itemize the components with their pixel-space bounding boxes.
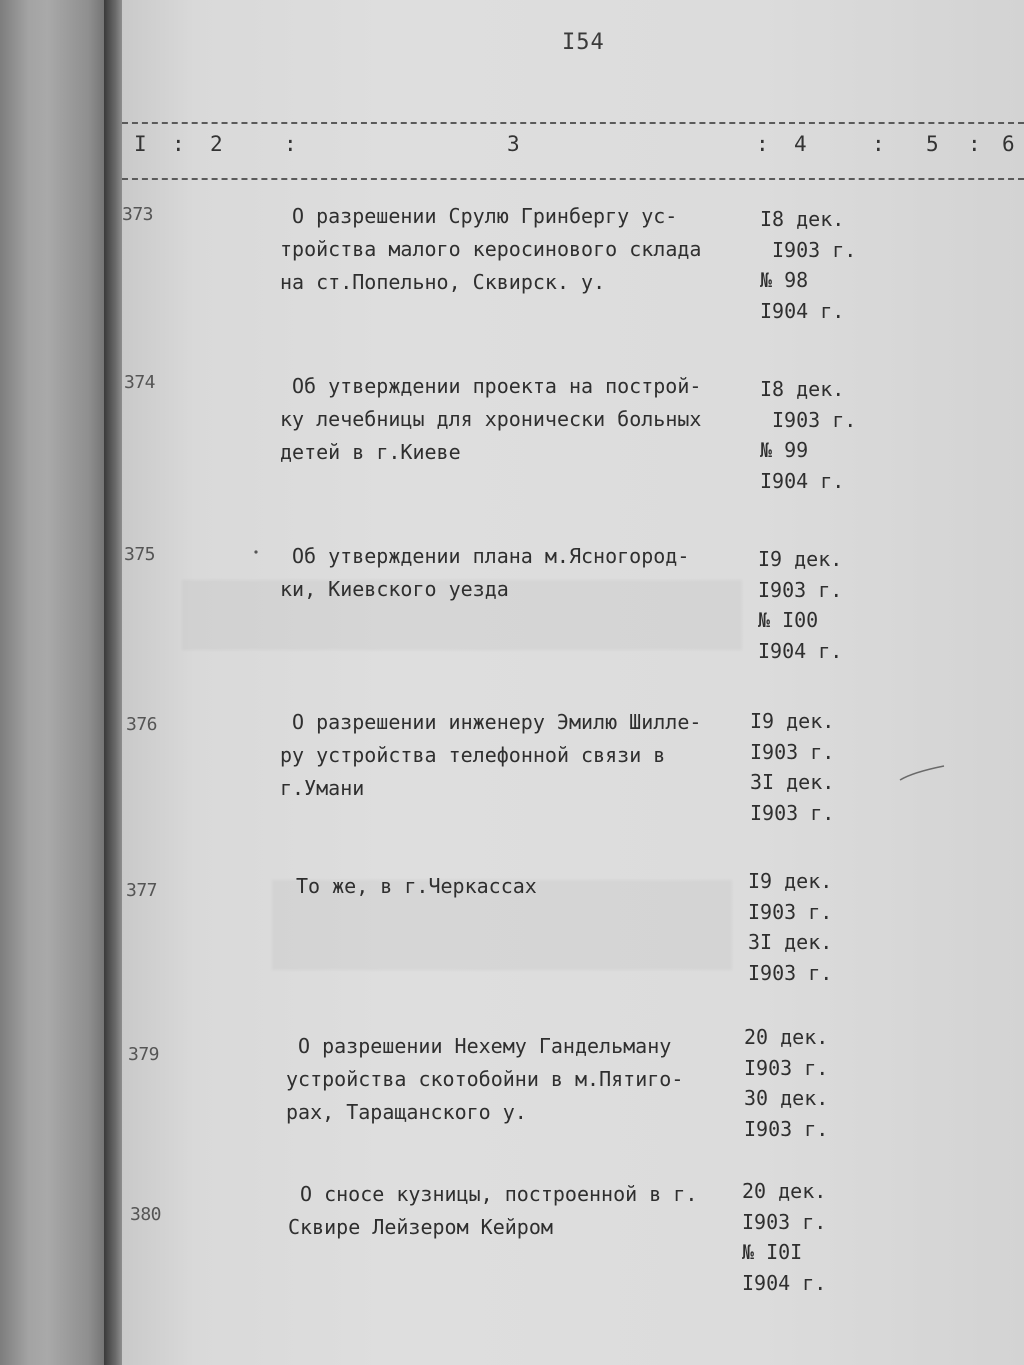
entry-dates — [744, 1022, 828, 1144]
entry-line: Об утверждении проекта на построй- — [292, 374, 702, 398]
entry-line: детей в г.Киеве — [280, 440, 461, 464]
entry-line: тройства малого керосинового склада — [280, 237, 702, 261]
date-line: I9 дек. — [750, 709, 835, 733]
date-line: I9 дек. — [758, 547, 843, 571]
entry-dates — [760, 204, 856, 326]
date-line: 20 дек. — [742, 1179, 827, 1203]
column-header-6: 6 — [1002, 132, 1015, 156]
entry-number: 374 — [124, 372, 156, 393]
date-line: 3I дек. — [748, 930, 833, 954]
date-line: I903 г. — [772, 237, 857, 262]
entry-line: О разрешении инженеру Эмилю Шилле- — [292, 710, 702, 734]
date-line: 3I дек. — [750, 770, 835, 794]
entry-description — [296, 870, 537, 903]
entry-number: 375 — [124, 544, 156, 565]
archive-page — [122, 0, 1024, 1365]
column-header-2: 2 — [210, 132, 223, 156]
entry-number: 379 — [128, 1044, 160, 1065]
entry-line: ру устройства телефонной связи в — [280, 743, 666, 767]
column-header-5: 5 — [926, 132, 939, 156]
entry-number: 373 — [122, 204, 154, 225]
column-separator: : — [872, 132, 885, 156]
date-line: I903 г. — [744, 1116, 829, 1141]
entry-dates — [750, 706, 834, 828]
entry-line: устройства скотобойни в м.Пятиго- — [286, 1067, 684, 1091]
date-line: № 98 — [760, 268, 809, 292]
facing-page-edge — [0, 0, 30, 1365]
column-separator: : — [284, 132, 297, 156]
column-header-3: 3 — [507, 132, 520, 156]
date-line: I904 г. — [742, 1270, 827, 1295]
date-line: I903 г. — [748, 960, 833, 985]
entry-number: 380 — [130, 1204, 162, 1225]
date-line: I903 г. — [742, 1209, 827, 1234]
date-line: I904 г. — [760, 468, 845, 493]
entry-description — [280, 706, 701, 805]
entry-line: О разрешении Срулю Гринбергу ус- — [292, 204, 678, 228]
entry-dates — [748, 866, 832, 988]
entry-description — [280, 540, 689, 606]
entry-dates — [758, 544, 842, 666]
column-separator: : — [172, 132, 185, 156]
column-separator: : — [756, 132, 769, 156]
date-line: 20 дек. — [744, 1025, 829, 1049]
date-line: 30 дек. — [744, 1086, 829, 1110]
header-rule-top — [122, 122, 1024, 124]
entry-line: То же, в г.Черкассах — [296, 874, 537, 898]
entry-description — [288, 1178, 697, 1244]
date-line: I903 г. — [744, 1055, 829, 1080]
column-separator: : — [968, 132, 981, 156]
entry-dates — [742, 1176, 826, 1298]
page-number: I54 — [562, 30, 605, 55]
date-line: № 99 — [760, 438, 809, 462]
date-line: I8 дек. — [760, 207, 845, 231]
pencil-mark-icon — [898, 762, 948, 784]
entry-number: 377 — [126, 880, 158, 901]
entry-number: 376 — [126, 714, 158, 735]
date-line: I904 г. — [758, 638, 843, 663]
entry-description — [286, 1030, 683, 1129]
entry-line: рах, Таращанского у. — [286, 1100, 527, 1124]
entry-line: Об утверждении плана м.Ясногород- — [292, 544, 690, 568]
entry-line: О разрешении Нехему Гандельману — [298, 1034, 672, 1058]
entry-description — [280, 200, 701, 299]
entry-line: ки, Киевского уезда — [280, 577, 509, 601]
entry-line: ку лечебницы для хронически больных — [280, 407, 702, 431]
column-header-4: 4 — [794, 132, 807, 156]
date-line: № I00 — [758, 608, 819, 632]
date-line: I903 г. — [748, 899, 833, 924]
entry-line: г.Умани — [280, 776, 365, 800]
entry-line: О сносе кузницы, построенной в г. — [300, 1182, 698, 1206]
date-line: I9 дек. — [748, 869, 833, 893]
date-line: I903 г. — [750, 800, 835, 825]
date-line: I903 г. — [758, 577, 843, 602]
entry-line: Сквире Лейзером Кейром — [288, 1215, 553, 1239]
date-line: I904 г. — [760, 298, 845, 323]
date-line: I903 г. — [750, 739, 835, 764]
ink-dot-icon — [252, 548, 260, 556]
header-rule-bottom — [122, 178, 1024, 180]
entry-dates — [760, 374, 856, 496]
entry-line: на ст.Попельно, Сквирск. у. — [280, 270, 606, 294]
date-line: I903 г. — [772, 407, 857, 432]
entry-description — [280, 370, 701, 469]
date-line: № I0I — [742, 1240, 803, 1264]
date-line: I8 дек. — [760, 377, 845, 401]
column-header-1: I — [134, 132, 147, 156]
